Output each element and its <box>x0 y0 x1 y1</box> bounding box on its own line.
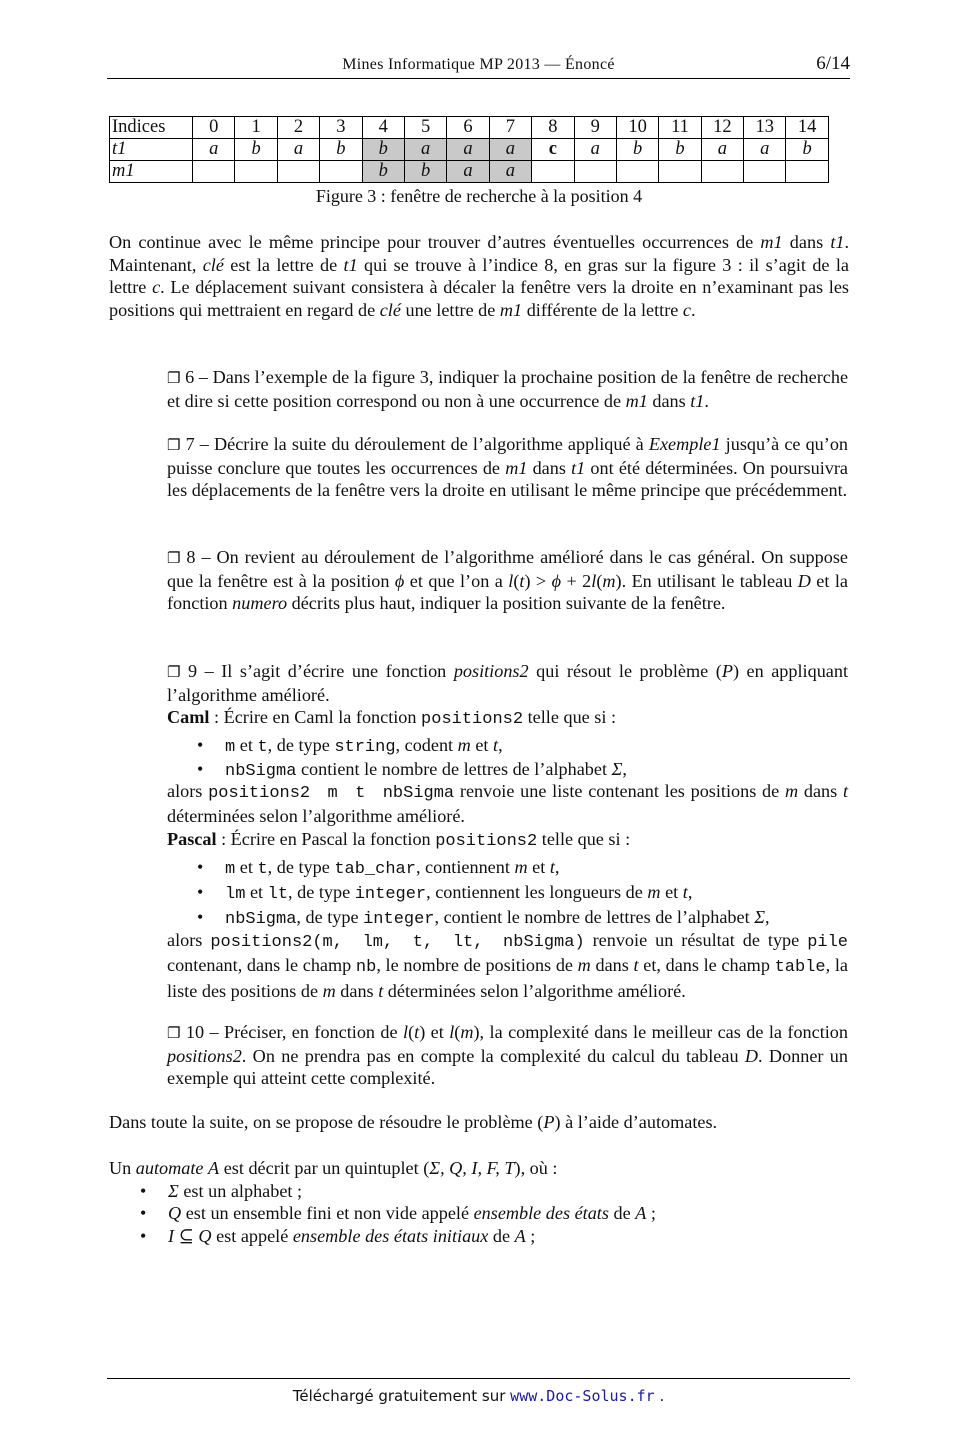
checkbox-icon: ❐ <box>167 1024 181 1042</box>
t1-cell-highlighted: a <box>489 139 531 161</box>
checkbox-icon: ❐ <box>167 369 181 387</box>
list-item: • m et t, de type tab_char, contiennent m et t, <box>197 856 560 879</box>
list-item: • m et t, de type string, codent m et t, <box>197 734 503 757</box>
index-cell: 9 <box>574 117 616 139</box>
paragraph-continue: On continue avec le même principe pour trouver d’autres éventuelles occurrences de m1 dans t1. Maintenant, clé est la lettre de t1 qui se trouve à l’indice 8, en gras sur la figure 3 : il s’agit de la lettre c. Le déplacement suivant consistera à décaler la fenêtre vers la droite en n’examinant pas les positions qui mettraient en regard de clé une lettre de m1 différente de la lettre c. <box>109 232 850 320</box>
m1-cell-empty <box>701 161 743 183</box>
page-number: 6/14 <box>816 53 850 74</box>
t1-cell: b <box>616 139 658 161</box>
index-cell: 7 <box>489 117 531 139</box>
question-number: 10 – <box>185 1022 219 1042</box>
pascal-bullets <box>167 854 848 929</box>
m1-cell: a <box>489 161 531 183</box>
t1-cell-highlighted: a <box>447 139 489 161</box>
m1-cell-empty <box>320 161 362 183</box>
pascal-intro: Pascal : Écrire en Pascal la fonction positions2 telle que si : <box>167 828 631 851</box>
index-cell: 12 <box>701 117 743 139</box>
index-cell: 13 <box>744 117 786 139</box>
list-item: • Q est un ensemble fini et non vide appelé ensemble des états de A ; <box>140 1203 656 1224</box>
list-item: • lm et lt, de type integer, contiennent les longueurs de m et t, <box>197 881 693 904</box>
list-item: • I ⊆ Q est appelé ensemble des états initiaux de A ; <box>140 1225 536 1246</box>
caml-intro: Caml : Écrire en Caml la fonction positions2 telle que si : <box>167 707 617 730</box>
row-label: m1 <box>110 161 193 183</box>
t1-cell: b <box>235 139 277 161</box>
question-number: 6 – <box>185 367 208 387</box>
m1-cell-empty <box>235 161 277 183</box>
t1-cell: b <box>786 139 828 161</box>
page-header <box>107 50 850 79</box>
list-item: • Σ est un alphabet ; <box>140 1180 303 1201</box>
indices-row <box>110 117 829 139</box>
index-cell: 3 <box>320 117 362 139</box>
question-7: ❐ 7 – Décrire la suite du déroulement de l’algorithme appliqué à Exemple1 jusqu’à ce qu’on puisse conclure que toutes les occurrences de m1 dans t1 ont été déterminées. On poursuivra les déplacements de la fenêtre vers la droite en utilisant le même principe que précédemment. <box>167 434 849 501</box>
question-9-intro: ❐ 9 – Il s’agit d’écrire une fonction positions2 qui résout le problème (P) en appliquant l’algorithme amélioré. <box>167 661 849 705</box>
checkbox-icon: ❐ <box>167 663 181 681</box>
index-cell: 0 <box>193 117 235 139</box>
m1-cell-empty <box>574 161 616 183</box>
m1-cell: b <box>362 161 404 183</box>
question-number: 9 – <box>187 661 214 681</box>
m1-cell: a <box>447 161 489 183</box>
index-cell: 6 <box>447 117 489 139</box>
index-cell: 8 <box>532 117 574 139</box>
question-number: 7 – <box>185 434 209 454</box>
index-cell: 2 <box>277 117 319 139</box>
t1-cell: b <box>320 139 362 161</box>
pascal-result: alors positions2(m, lm, t, lt, nbSigma) renvoie un résultat de type pile contenant, dans le champ nb, le nombre de positions de m dans t et, dans le champ table, la liste des positions de m dans t déterminées selon l’algorithme amélioré. <box>167 929 848 1001</box>
t1-cell: a <box>193 139 235 161</box>
m1-cell: b <box>404 161 446 183</box>
index-cell: 10 <box>616 117 658 139</box>
t1-cell: b <box>659 139 701 161</box>
paragraph-automata-intro: Dans toute la suite, on se propose de résoudre le problème (P) à l’aide d’automates. <box>109 1112 718 1132</box>
figure-caption: Figure 3 : fenêtre de recherche à la position 4 <box>315 186 643 206</box>
index-cell: 14 <box>786 117 828 139</box>
question-9 <box>167 660 848 1002</box>
list-item: • nbSigma contient le nombre de lettres de l’alphabet Σ, <box>197 758 627 781</box>
question-6: ❐ 6 – Dans l’exemple de la figure 3, indiquer la prochaine position de la fenêtre de recherche et dire si cette position correspond ou non à une occurrence de m1 dans t1. <box>167 367 849 411</box>
t1-row <box>110 139 829 161</box>
question-10: ❐ 10 – Préciser, en fonction de l(t) et l(m), la complexité dans le meilleur cas de la fonction positions2. On ne prendra pas en compte la complexité du calcul du tableau D. Donner un exemple qui atteint cette complexité. <box>167 1022 848 1089</box>
page-footer: Téléchargé gratuitement sur www.Doc-Solus.fr . <box>292 1387 665 1405</box>
row-label: Indices <box>110 117 193 139</box>
list-item: • nbSigma, de type integer, contient le nombre de lettres de l’alphabet Σ, <box>197 906 770 929</box>
t1-cell: a <box>277 139 319 161</box>
checkbox-icon: ❐ <box>167 549 181 567</box>
footer-rule <box>107 1378 850 1379</box>
footer-link[interactable]: www.Doc-Solus.fr <box>510 1387 655 1405</box>
checkbox-icon: ❐ <box>167 436 181 454</box>
index-cell: 4 <box>362 117 404 139</box>
m1-row <box>110 161 829 183</box>
m1-cell-empty <box>193 161 235 183</box>
t1-cell: a <box>701 139 743 161</box>
caml-bullets <box>167 732 848 780</box>
t1-cell-key: c <box>532 139 574 161</box>
header-title: Mines Informatique MP 2013 — Énoncé <box>342 56 615 73</box>
m1-cell-empty <box>616 161 658 183</box>
index-cell: 5 <box>404 117 446 139</box>
m1-cell-empty <box>532 161 574 183</box>
search-window-table <box>109 116 829 183</box>
index-cell: 1 <box>235 117 277 139</box>
m1-cell-empty <box>277 161 319 183</box>
t1-cell: a <box>574 139 616 161</box>
question-8: ❐ 8 – On revient au déroulement de l’algorithme amélioré dans le cas général. On suppose que la fenêtre est à la position ϕ et que l’on a l(t) > ϕ + 2l(m). En utilisant le tableau D et la fonction numero décrits plus haut, indiquer la position suivante de la fenêtre. <box>167 547 848 614</box>
question-number: 8 – <box>186 547 211 567</box>
definition-bullets <box>109 1180 849 1248</box>
footer-text: Téléchargé gratuitement sur <box>292 1387 511 1405</box>
m1-cell-empty <box>744 161 786 183</box>
m1-cell-empty <box>786 161 828 183</box>
t1-cell-highlighted: b <box>362 139 404 161</box>
t1-cell-highlighted: a <box>404 139 446 161</box>
m1-cell-empty <box>659 161 701 183</box>
row-label: t1 <box>110 139 193 161</box>
index-cell: 11 <box>659 117 701 139</box>
t1-cell: a <box>744 139 786 161</box>
paragraph-automaton-definition: Un automate A est décrit par un quintuplet (Σ, Q, I, F, T), où : • Σ est un alphabet ; • Q est un ensemble fini et non vide appelé ensemble des états de A ; • I ⊆ Q est appelé ensemble des états initiaux de A ; <box>109 1157 849 1247</box>
caml-result: alors positions2 m t nbSigma renvoie une liste contenant les positions de m dans t déterminées selon l’algorithme amélioré. <box>167 780 848 827</box>
